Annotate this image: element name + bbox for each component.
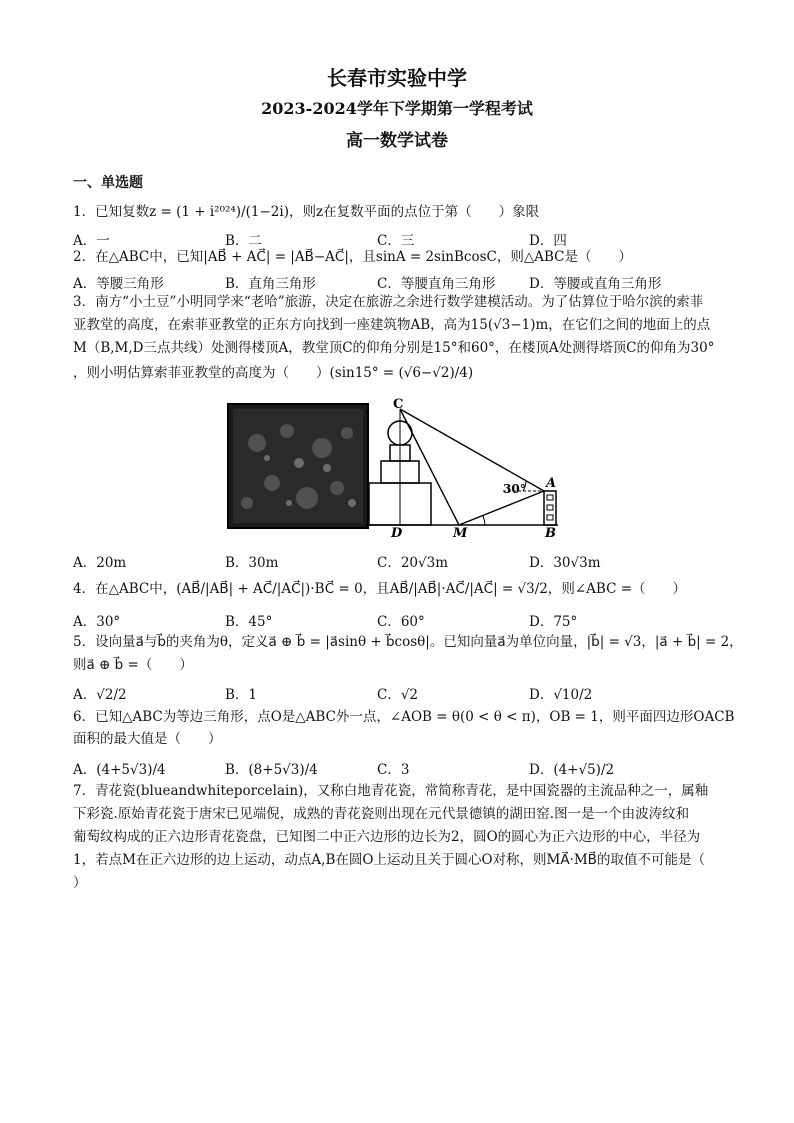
question-3-line-1: 3．南方“小土豆”小明同学来“老哈”旅游，决定在旅游之余进行数学建模活动。为了估算位于哈尔滨的索菲 (73, 294, 704, 310)
label-angle: 30° (503, 482, 526, 496)
q3-option-b: B．30m (225, 555, 279, 571)
q3-option-c: C．20√3m (377, 555, 449, 571)
q4-option-b: B．45° (225, 614, 273, 630)
question-1: 1．已知复数z = (1 + i²⁰²⁴)/(1−2i)，则z在复数平面的点位于第（ ）象限 (73, 204, 540, 220)
question-7-line-1: 7．青花瓷(blueandwhiteporcelain)，又称白地青花瓷，常简称青花，是中国瓷器的主流品种之一，属釉 (73, 783, 709, 799)
question-7-line-4: 1，若点M在正六边形的边上运动，动点A,B在圆O上运动且关于圆心O对称，则MA⃗·MB⃗的取值不可能是（ (73, 852, 705, 868)
question-5-line-1: 5．设向量a⃗与b⃗的夹角为θ，定义a⃗ ⊕ b⃗ = |a⃗sinθ + b⃗cosθ|。已知向量a⃗为单位向量，|b⃗| = √3，|a⃗ + b⃗| = 2， (73, 634, 743, 650)
question-6-line-1: 6．已知△ABC为等边三角形，点O是△ABC外一点，∠AOB = θ(0 < θ < π)，OB = 1，则平面四边形OACB (73, 709, 735, 725)
school-name: 长春市实验中学 (327, 66, 467, 90)
q6-option-b: B．(8+5√3)/4 (225, 762, 318, 778)
q5-option-b: B．1 (225, 687, 258, 703)
question-6-line-2: 面积的最大值是（ ） (73, 731, 222, 747)
exam-term: 2023-2024学年下学期第一学程考试 (261, 99, 533, 118)
question-7-line-2: 下彩瓷.原始青花瓷于唐宋已见端倪，成熟的青花瓷则出现在元代景德镇的湖田窑.图一是一个由波涛纹和 (73, 806, 690, 822)
question-5-line-2: 则a⃗ ⊕ b⃗ =（ ） (73, 657, 193, 673)
question-4: 4．在△ABC中，(AB⃗/|AB⃗| + AC⃗/|AC⃗|)·BC⃗ = 0，且AB⃗/|AB⃗|·AC⃗/|AC⃗| = √3/2，则∠ABC =（ ） (73, 581, 687, 597)
paper-title: 高一数学试卷 (346, 131, 448, 151)
q2-option-b: B．直角三角形 (225, 276, 316, 292)
q3-option-a: A．20m (73, 555, 127, 571)
q5-option-d: D．√10/2 (529, 687, 593, 703)
label-m: M (453, 526, 468, 540)
label-c: C (393, 397, 404, 412)
q6-option-d: D．(4+√5)/2 (529, 762, 615, 778)
q3-option-d: D．30√3m (529, 555, 601, 571)
q6-option-a: A．(4+5√3)/4 (73, 762, 166, 778)
q4-option-c: C．60° (377, 614, 425, 630)
q2-option-d: D．等腰或直角三角形 (529, 276, 662, 292)
question-7-line-3: 葡萄纹构成的正六边形青花瓷盘，已知图二中正六边形的边长为2，圆O的圆心为正六边形的中心，半径为 (73, 829, 701, 845)
question-3-line-3: M（B,M,D三点共线）处测得楼顶A，教堂顶C的仰角分别是15°和60°，在楼顶A处测得塔顶C的仰角为30° (73, 340, 715, 356)
cathedral-photo (227, 403, 369, 529)
section-heading: 一、单选题 (73, 175, 143, 191)
q4-option-d: D．75° (529, 614, 578, 630)
label-d: D (391, 526, 403, 540)
q6-option-c: C．3 (377, 762, 410, 778)
q1-option-a: A．一 (73, 233, 110, 249)
q1-option-b: B．二 (225, 233, 262, 249)
q1-option-c: C．三 (377, 233, 415, 249)
elevation-diagram (363, 395, 568, 540)
q5-option-a: A．√2/2 (73, 687, 127, 703)
question-2: 2．在△ABC中，已知|AB⃗ + AC⃗| = |AB⃗−AC⃗|，且sinA = 2sinBcosC，则△ABC是（ ） (73, 249, 632, 265)
label-a: A (546, 476, 557, 491)
question-3-line-4: ，则小明估算索菲亚教堂的高度为（ ）(sin15° = (√6−√2)/4) (73, 365, 474, 381)
q2-option-c: C．等腰直角三角形 (377, 276, 496, 292)
q4-option-a: A．30° (73, 614, 121, 630)
question-3-line-2: 亚教堂的高度，在索菲亚教堂的正东方向找到一座建筑物AB，高为15(√3−1)m，在它们之间的地面上的点 (73, 317, 711, 333)
label-b: B (545, 526, 556, 540)
q2-option-a: A．等腰三角形 (73, 276, 164, 292)
question-7-line-5: ） (73, 875, 87, 891)
q1-option-d: D．四 (529, 233, 567, 249)
q5-option-c: C．√2 (377, 687, 419, 703)
